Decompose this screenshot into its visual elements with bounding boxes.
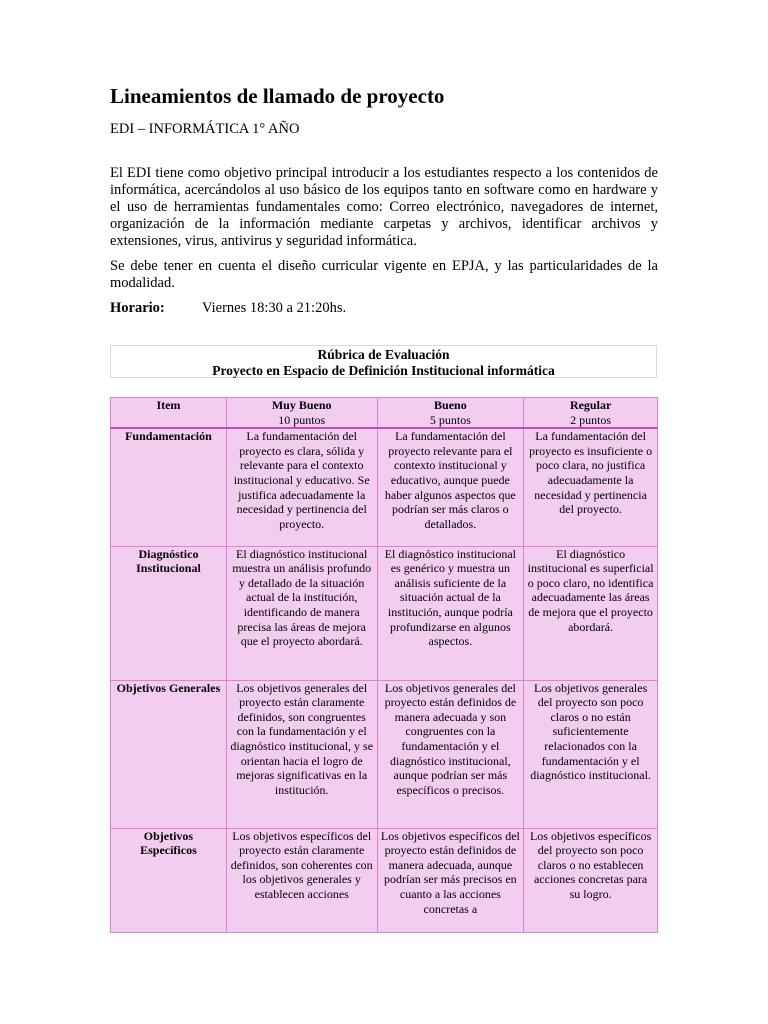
cell-muy-bueno: El diagnóstico institucional muestra un análisis profundo y detallado de la situación actual de la institución, identificando de manera precisa las áreas de mejora que el proyecto abordará. bbox=[226, 546, 377, 680]
cell-bueno: El diagnóstico institucional es genérico y muestra un análisis suficiente de la situación actual de la institución, aunque podría profundizarse en algunos aspectos. bbox=[377, 546, 524, 680]
cell-muy-bueno: Los objetivos generales del proyecto están claramente definidos, son congruentes con la fundamentación y el diagnóstico institucional, y se orientan hacia el logro de mejoras significativas en la institución. bbox=[226, 680, 377, 828]
schedule-line bbox=[110, 300, 346, 317]
document-title: Lineamientos de llamado de proyecto bbox=[110, 84, 445, 108]
rubric-title: Rúbrica de Evaluación bbox=[317, 347, 450, 362]
cell-muy-bueno: La fundamentación del proyecto es clara, sólida y relevante para el contexto institucional y educativo. Se justifica adecuadamente la necesidad y pertinencia del proyecto. bbox=[226, 428, 377, 546]
table-row bbox=[111, 828, 658, 932]
rubric-title-box bbox=[110, 345, 657, 378]
header-muy-bueno: Muy Bueno 10 puntos bbox=[226, 398, 377, 429]
table-row bbox=[111, 546, 658, 680]
cell-muy-bueno: Los objetivos específicos del proyecto están claramente definidos, son coherentes con los objetivos generales y establecen acciones bbox=[226, 828, 377, 932]
cell-bueno: Los objetivos específicos del proyecto están definidos de manera adecuada, aunque podrían ser más precisos en cuanto a las acciones concretas a bbox=[377, 828, 524, 932]
row-item: Diagnóstico Institucional bbox=[111, 546, 227, 680]
schedule-value: Viernes 18:30 a 21:20hs. bbox=[202, 300, 347, 316]
document-subtitle: EDI – INFORMÁTICA 1° AÑO bbox=[110, 121, 300, 137]
cell-bueno: Los objetivos generales del proyecto están definidos de manera adecuada y son congruentes con la fundamentación y el diagnóstico institucional, aunque podrían ser más específicos o precisos. bbox=[377, 680, 524, 828]
cell-regular: Los objetivos específicos del proyecto son poco claros o no establecen acciones concretas para su logro. bbox=[524, 828, 658, 932]
cell-regular: Los objetivos generales del proyecto son poco claros o no están suficientemente relacionados con la fundamentación y el diagnóstico institucional. bbox=[524, 680, 658, 828]
curriculum-paragraph: Se debe tener en cuenta el diseño curricular vigente en EPJA, y las particularidades de la modalidad. bbox=[110, 258, 658, 291]
row-item: Objetivos Específicos bbox=[111, 828, 227, 932]
rubric-subtitle: Proyecto en Espacio de Definición Institucional informática bbox=[212, 362, 555, 378]
header-item: Item bbox=[111, 398, 227, 429]
row-item: Fundamentación bbox=[111, 428, 227, 546]
header-regular: Regular 2 puntos bbox=[524, 398, 658, 429]
intro-paragraph: El EDI tiene como objetivo principal introducir a los estudiantes respecto a los contenidos de informática, acercándolos al uso básico de los equipos tanto en software como en hardware y el uso de herramientas fundamentales como: Correo electrónico, navegadores de internet, organización de la información mediante carpetas y archivos, identificar archivos y extensiones, virus, antivirus y seguridad informática. bbox=[110, 165, 658, 249]
schedule-label: Horario: bbox=[110, 300, 165, 316]
header-bueno: Bueno 5 puntos bbox=[377, 398, 524, 429]
row-item: Objetivos Generales bbox=[111, 680, 227, 828]
cell-regular: La fundamentación del proyecto es insuficiente o poco clara, no justifica adecuadamente la necesidad y pertinencia del proyecto. bbox=[524, 428, 658, 546]
cell-regular: El diagnóstico institucional es superficial o poco claro, no identifica adecuadamente las áreas de mejora que el proyecto abordará. bbox=[524, 546, 658, 680]
cell-bueno: La fundamentación del proyecto relevante para el contexto institucional y educativo, aunque puede haber algunos aspectos que podrían ser más claros o detallados. bbox=[377, 428, 524, 546]
rubric-table bbox=[110, 397, 658, 933]
table-row bbox=[111, 428, 658, 546]
rubric-header-row bbox=[111, 398, 658, 429]
table-row bbox=[111, 680, 658, 828]
